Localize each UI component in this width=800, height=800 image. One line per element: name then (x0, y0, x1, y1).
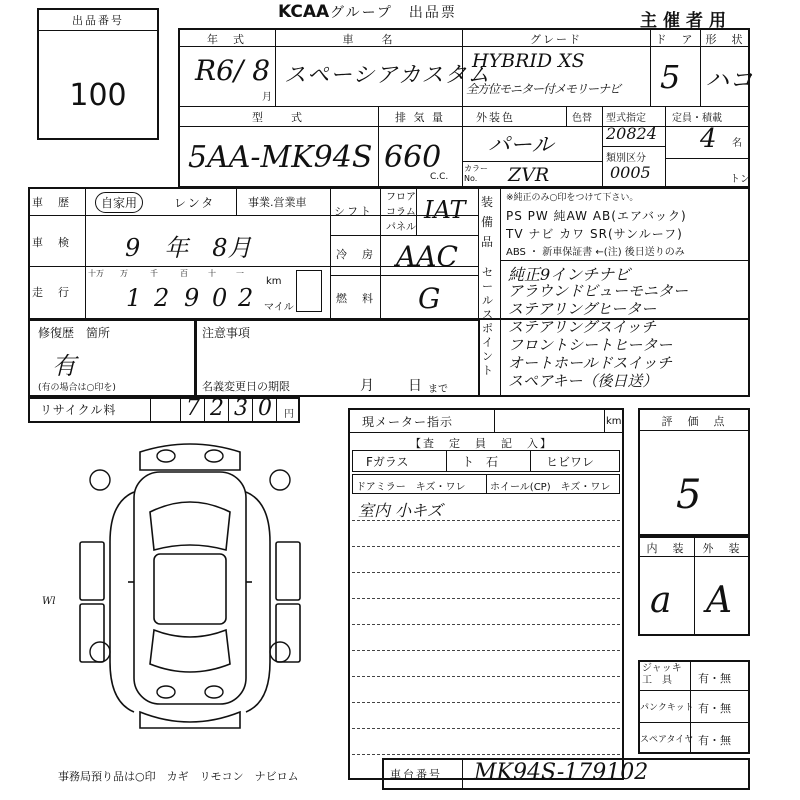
history-private: 自家用 (95, 192, 143, 213)
ton-unit: トン (730, 174, 750, 185)
year-label: 年 式 (207, 33, 246, 46)
jack-tools-label: ジャッキ 工 具 (642, 663, 682, 686)
inspection-value: 9 年 8月 (125, 234, 252, 262)
sales-point-4: ステアリングスイッチ (508, 318, 657, 336)
fuel-value: G (418, 282, 441, 315)
shift-opt-panel: パネル (386, 222, 416, 233)
mileage-unit-10k: 万 (120, 269, 128, 278)
recycle-fee-unit: 円 (284, 409, 294, 420)
name-change-deadline-label: 名義変更日の期限 (202, 380, 290, 393)
mileage-digits (88, 284, 263, 316)
meter-label: 現メーター指示 (362, 415, 454, 429)
spare-tire-label: スペアタイヤ (640, 735, 694, 745)
aircon-label: 冷 房 (336, 248, 375, 261)
grade-line-1: HYBRID XS (472, 50, 585, 72)
capacity-label: 定員・積載 (672, 113, 722, 124)
exterior-color-value: パール (488, 133, 554, 158)
history-rental: レンタ (174, 196, 216, 210)
mileage-digit-4: 9 (184, 284, 200, 312)
displacement-unit: C.C. (430, 172, 449, 182)
front-glass-crack: ヒビワレ (546, 455, 595, 469)
year-value: R6/ 8 (195, 54, 271, 87)
mile-checkbox (296, 270, 322, 312)
body-type-label: 形 状 (705, 33, 745, 46)
aircon-value: AAC (396, 240, 458, 273)
repair-history-label: 修復歴 箇所 (38, 326, 111, 340)
grade-line-2: 全方位モニター付メモリーナビ (466, 82, 621, 96)
car-body-diagram (70, 432, 310, 742)
equipment-note: ※純正のみ○印をつけて下さい。 (506, 193, 639, 203)
color-number-label: カラー No. (464, 164, 488, 183)
doors-label: ド ア (655, 33, 695, 46)
puncture-kit-label: パンクキット (640, 703, 694, 713)
model-label: 型 式 (252, 111, 304, 124)
sales-point-2: アラウンドビューモニター (508, 282, 689, 300)
interior-grade: a (650, 580, 672, 621)
mileage-unit-1: 一 (236, 269, 244, 278)
equipment-line-3: ABS ・ 新車保証書 ←(注) 後日送りのみ (506, 247, 685, 258)
body-type-value: ハコ (705, 66, 753, 94)
chassis-number-label: 車台番号 (390, 768, 442, 781)
recycle-digit-4: 0 (258, 396, 272, 421)
lot-number-value: 100 (69, 78, 127, 113)
front-glass-label: Fガラス (366, 455, 409, 469)
mileage-unit-1k: 千 (150, 269, 158, 278)
mileage-digit-6: 2 (238, 284, 254, 312)
recycle-digit-1: 7 (186, 396, 200, 421)
interior-label: 内 装 (646, 542, 686, 555)
exterior-grade: A (706, 580, 732, 621)
color-change-label: 色替 (572, 113, 592, 124)
sales-point-3: ステアリングヒーター (508, 300, 657, 318)
notes-label: 注意事項 (202, 326, 251, 340)
equipment-line-2: TV ナビ カワ SR(サンルーフ) (506, 227, 683, 241)
class-category-label: 類別区分 (606, 153, 646, 164)
deadline-day: 日 (408, 378, 422, 394)
shift-opt-floor: フロア (386, 192, 416, 203)
history-label: 車 歴 (32, 196, 71, 209)
exterior-label: 外 装 (702, 542, 742, 555)
year-month-unit: 月 (262, 92, 272, 103)
equipment-side-label: 装備品 (481, 195, 494, 249)
deadline-month: 月 (360, 378, 374, 394)
puncture-kit-option: 有・無 (698, 702, 731, 715)
mileage-km: km (266, 276, 282, 287)
mileage-unit-100k: 十万 (88, 269, 104, 278)
sales-point-5: フロントシートヒーター (508, 336, 673, 354)
diagram-mark: Wl (42, 596, 56, 607)
type-designation-label: 型式指定 (606, 113, 646, 124)
mileage-mile: マイル (264, 302, 294, 313)
deadline-until: まで (428, 384, 448, 395)
office-items-note: 事務局預り品は○印 カギ リモコン ナビロム (58, 770, 299, 783)
grade-label: グレード (530, 33, 582, 46)
class-category-value: 0005 (610, 163, 651, 182)
recycle-digit-3: 3 (234, 396, 248, 421)
shift-value: IAT (424, 196, 466, 224)
mileage-unit-100: 百 (180, 269, 188, 278)
car-name-value: スペーシアカスタム (284, 63, 491, 88)
inspector-comment: 室内 小キズ (358, 501, 443, 520)
organizer-label: 主催者用 (640, 11, 732, 31)
repair-history-value: 有 (52, 352, 76, 380)
score-label: 評 価 点 (661, 415, 727, 428)
door-mirror-label: ドアミラー キズ・ワレ (356, 482, 466, 493)
exterior-color-label: 外装色 (476, 111, 515, 124)
shift-opt-column: コラム (386, 207, 416, 218)
jack-tools-option: 有・無 (698, 672, 731, 685)
history-business: 事業.営業車 (248, 196, 307, 209)
mileage-unit-10: 十 (208, 269, 216, 278)
lot-number-label: 出品番号 (39, 12, 157, 31)
type-designation-value: 20824 (606, 124, 657, 143)
repair-history-note: (有の場合は○印を) (38, 383, 116, 393)
wheel-label: ホイール(CP) キズ・ワレ (490, 482, 611, 493)
brand-logo: KCAA (278, 2, 330, 22)
sales-point-7: スペアキー（後日送） (508, 372, 658, 390)
capacity-value: 4 (700, 124, 717, 154)
score-value: 5 (676, 472, 702, 518)
spare-tire-option: 有・無 (698, 734, 731, 747)
car-name-label: 車 名 (342, 33, 395, 46)
meter-unit: km (606, 416, 622, 427)
equipment-line-1: PS PW 純AW AB(エアバック) (506, 209, 687, 223)
capacity-unit: 名 (732, 138, 742, 149)
chassis-number-value: MK94S-179102 (474, 760, 649, 785)
lot-number-box (37, 8, 159, 140)
shift-label: シフト (334, 205, 373, 218)
front-glass-options: ト 石 (462, 455, 499, 469)
recycle-digit-2: 2 (210, 396, 224, 421)
model-value: 5AA-MK94S (188, 140, 373, 175)
inspector-header: 【査 定 員 記 入】 (410, 437, 553, 450)
mileage-digit-5: 0 (212, 284, 228, 312)
doors-value: 5 (660, 58, 681, 96)
color-number-value: ZVR (508, 164, 550, 186)
mileage-digit-3: 2 (154, 284, 170, 312)
mileage-label: 走 行 (32, 286, 71, 299)
displacement-value: 660 (384, 140, 442, 175)
inspection-label: 車 検 (32, 236, 71, 249)
recycle-fee-label: リサイクル料 (40, 403, 117, 417)
sales-points-side-label: セールスポイント (482, 266, 493, 377)
mileage-digit-2: 1 (126, 284, 142, 312)
displacement-label: 排 気 量 (395, 111, 445, 124)
sales-point-1: 純正9インチナビ (508, 265, 631, 284)
sales-point-6: オートホールドスイッチ (508, 354, 672, 372)
fuel-label: 燃 料 (336, 292, 375, 305)
sheet-title: グループ 出品票 (330, 5, 457, 21)
